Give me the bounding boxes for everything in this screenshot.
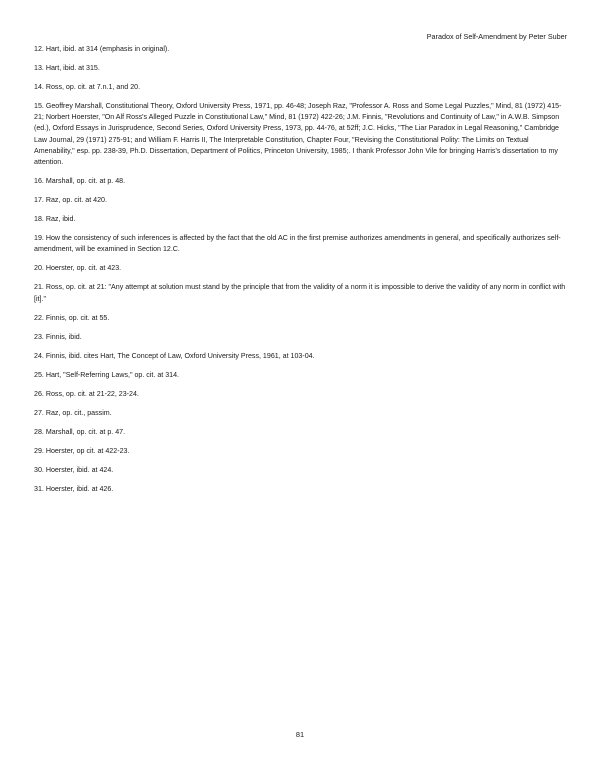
endnote: 22. Finnis, op. cit. at 55.	[34, 313, 110, 322]
endnote: 30. Hoerster, ibid. at 424.	[34, 466, 114, 475]
endnote: 13. Hart, ibid. at 315.	[34, 64, 100, 73]
endnote: 21. Ross, op. cit. at 21: "Any attempt at solution must stand by the principle that from the validity of a norm it is impossible to derive the validity of any norm in conflict with [it]."	[34, 283, 566, 303]
endnote: 24. Finnis, ibid. cites Hart, The Concept of Law, Oxford University Press, 1961, at 103-04.	[34, 351, 315, 360]
endnotes-list	[34, 44, 566, 504]
endnote: 14. Ross, op. cit. at 7.n.1, and 20.	[34, 83, 141, 92]
endnote: 25. Hart, "Self-Referring Laws," op. cit. at 314.	[34, 370, 180, 379]
endnote: 18. Raz, ibid.	[34, 215, 76, 224]
endnote: 26. Ross, op. cit. at 21-22, 23-24.	[34, 389, 139, 398]
running-header: Paradox of Self-Amendment by Peter Suber	[426, 32, 567, 41]
endnote: 31. Hoerster, ibid. at 426.	[34, 485, 114, 494]
endnote: 16. Marshall, op. cit. at p. 48.	[34, 176, 126, 185]
endnote: 28. Marshall, op. cit. at p. 47.	[34, 428, 126, 437]
endnote: 17. Raz, op. cit. at 420.	[34, 195, 107, 204]
endnote: 20. Hoerster, op. cit. at 423.	[34, 264, 122, 273]
endnote: 15. Geoffrey Marshall, Constitutional Theory, Oxford University Press, 1971, pp. 46-48; Joseph Raz, "Professor A. Ross and Some Legal Puzzles," Mind, 81 (1972) 415-21; Norbert Hoerster, "On Alf Ross's Alleged Puzzle in Constitutional Law," Mind, 81 (1972) 422-26; J.M. Finnis, "Revolutions and Continuity of Law," in A.W.B. Simpson (ed.), Oxford Essays in Jurisprudence, Second Series, Oxford University Press, 1973, pp. 44-76, at 52ff; J.C. Hicks, "The Liar Paradox in Legal Reasoning," Cambridge Law Journal, 29 (1971) 275-91; and William F. Harris II, The Interpretable Constitution, Chapter Four, "Revising the Constitutional Polity: The Limits on Textual Amenability," esp. pp. 238-39, Ph.D. Dissertation, Department of Politics, Princeton University, 1985;. I thank Professor John Vile for bringing Harris's dissertation to my attention.	[34, 102, 562, 166]
endnote: 27. Raz, op. cit., passim.	[34, 409, 112, 418]
endnote: 23. Finnis, ibid.	[34, 332, 82, 341]
endnote: 19. How the consistency of such inferences is affected by the fact that the old AC in the first premise authorizes amendments in general, and specifically authorizes self-amendment, will be examined in Section 12.C.	[34, 234, 561, 254]
endnote: 29. Hoerster, op cit. at 422-23.	[34, 447, 130, 456]
page-number: 81	[295, 730, 305, 739]
endnote: 12. Hart, ibid. at 314 (emphasis in original).	[34, 45, 170, 53]
